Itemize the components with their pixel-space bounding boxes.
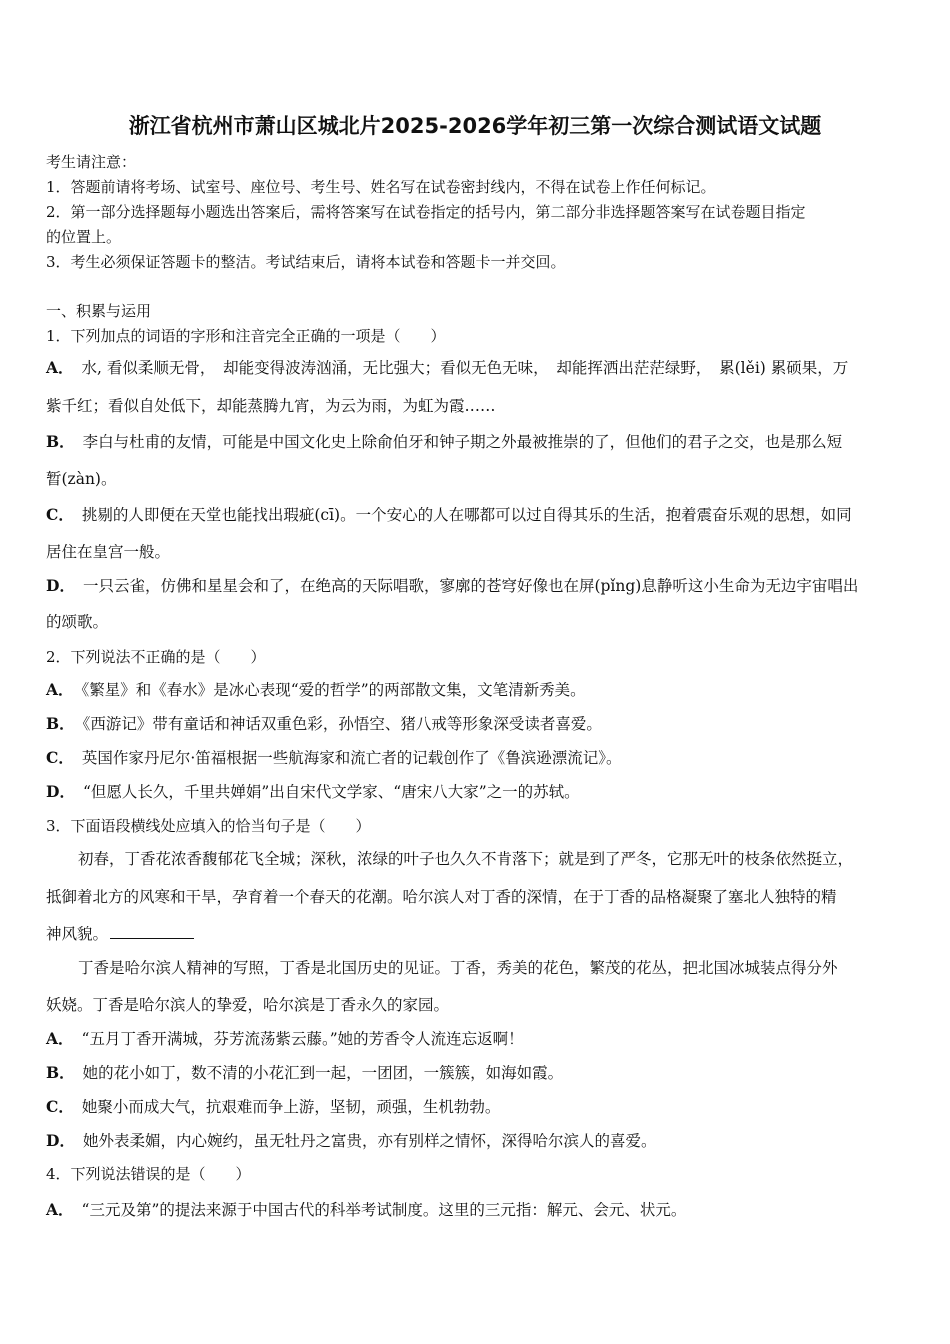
- q3-option-d: [46, 1131, 656, 1151]
- option-text: 她外表柔媚，内心婉约，虽无牡丹之富贵，亦有别样之情怀，深得哈尔滨人的喜爱。: [82, 1132, 657, 1150]
- question-2-stem: 2．下列说法不正确的是（ ）: [46, 648, 266, 666]
- q1-option-c: [46, 505, 852, 525]
- option-key: A．: [46, 358, 74, 377]
- q3-passage-line: 丁香是哈尔滨人精神的写照，丁香是北国历史的见证。丁香，秀美的花色，繁茂的花丛，把北国冰城装点得分外: [78, 959, 838, 977]
- q1-option-a-cont: 紫千红；看似自处低下，却能蒸腾九宵，为云为雨，为虹为霞……: [46, 397, 496, 415]
- passage-text: 神风貌。: [46, 925, 109, 943]
- option-text: “五月丁香开满城，芬芳流荡紫云藤。”她的芳香令人流连忘返啊！: [81, 1030, 524, 1048]
- q1-option-a: [46, 358, 848, 378]
- option-text: 英国作家丹尼尔·笛福根据一些航海家和流亡者的记载创作了《鲁滨逊漂流记》。: [81, 749, 622, 767]
- question-3-stem: 3．下面语段横线处应填入的恰当句子是（ ）: [46, 817, 371, 835]
- option-key: C．: [46, 1097, 74, 1116]
- option-key: A．: [46, 1029, 74, 1048]
- notice-item-3: 3．考生必须保证答题卡的整洁。考试结束后，请将本试卷和答题卡一并交回。: [46, 253, 566, 271]
- notice-item-2: 2．第一部分选择题每小题选出答案后，需将答案写在试卷指定的括号内，第二部分非选择题答案写在试卷题目指定: [46, 203, 806, 221]
- q3-option-a: [46, 1029, 524, 1049]
- option-text: 《西游记》带有童话和神话双重色彩，孙悟空、猪八戒等形象深受读者喜爱。: [82, 715, 602, 733]
- option-key: D．: [46, 782, 75, 801]
- question-1-stem: 1．下列加点的词语的字形和注音完全正确的一项是（ ）: [46, 327, 446, 345]
- option-text: “但愿人长久，千里共婵娟”出自宋代文学家、“唐宋八大家”之一的苏轼。: [82, 783, 580, 801]
- q2-option-c: [46, 748, 622, 768]
- option-text: 一只云雀，仿佛和星星会和了，在绝高的天际唱歌，寥廓的苍穹好像也在屏(pǐng)息静听这小生命为无边宇宙唱出: [82, 577, 859, 595]
- q1-option-b: [46, 432, 842, 452]
- q3-passage-line: 初春，丁香花浓香馥郁花飞全城；深秋，浓绿的叶子也久久不肯落下；就是到了严冬，它那无叶的枝条依然挺立，: [78, 850, 854, 868]
- option-text: “三元及第”的提法来源于中国古代的科举考试制度。这里的三元指：解元、会元、状元。: [81, 1201, 687, 1219]
- q4-option-a: [46, 1200, 686, 1220]
- option-text: 她聚小而成大气，抗艰难而争上游，坚韧，顽强，生机勃勃。: [81, 1098, 501, 1116]
- option-key: D．: [46, 1131, 75, 1150]
- option-key: B．: [46, 432, 75, 451]
- option-key: C．: [46, 505, 74, 524]
- q2-option-d: [46, 782, 580, 802]
- q1-option-c-cont: 居住在皇宫一般。: [46, 543, 171, 561]
- q1-option-d: [46, 576, 858, 596]
- option-text: 水, 看似柔顺无骨， 却能变得波涛汹涌，无比强大；看似无色无味， 却能挥洒出茫茫绿野， 累(lěi) 累硕果，万: [81, 359, 849, 377]
- option-key: B．: [46, 714, 75, 733]
- option-key: C．: [46, 748, 74, 767]
- option-text: 挑剔的人即便在天堂也能找出瑕疵(cī)。一个安心的人在哪都可以过自得其乐的生活，抱着震奋乐观的思想，如同: [81, 506, 852, 524]
- section-heading: 一、积累与运用: [46, 302, 152, 320]
- q3-option-b: [46, 1063, 563, 1083]
- option-key: A．: [46, 680, 74, 699]
- question-4-stem: 4．下列说法错误的是（ ）: [46, 1165, 251, 1183]
- notice-header: 考生请注意：: [46, 153, 137, 171]
- q2-option-a: [46, 680, 586, 700]
- q3-passage-line: 妖娆。丁香是哈尔滨人的挚爱，哈尔滨是丁香永久的家园。: [46, 996, 450, 1014]
- q3-passage-line: 抵御着北方的风寒和干旱，孕育着一个春天的花潮。哈尔滨人对丁香的深情，在于丁香的品格凝聚了塞北人独特的精: [46, 888, 837, 906]
- q3-passage-line-blank: [46, 924, 194, 944]
- q1-option-b-cont: 暂(zàn)。: [46, 470, 117, 488]
- option-text: 《繁星》和《春水》是冰心表现“爱的哲学”的两部散文集，文笔清新秀美。: [81, 681, 586, 699]
- fill-in-blank: [110, 924, 194, 939]
- option-key: A．: [46, 1200, 74, 1219]
- q2-option-b: [46, 714, 602, 734]
- option-key: D．: [46, 576, 75, 595]
- option-text: 她的花小如丁，数不清的小花汇到一起，一团团，一簇簇，如海如霞。: [82, 1064, 564, 1082]
- notice-item-1: 1．答题前请将考场、试室号、座位号、考生号、姓名写在试卷密封线内，不得在试卷上作任何标记。: [46, 178, 716, 196]
- option-text: 李白与杜甫的友情，可能是中国文化史上除俞伯牙和钟子期之外最被推崇的了，但他们的君子之交，也是那么短: [82, 433, 843, 451]
- q1-option-d-cont: 的颂歌。: [46, 613, 109, 631]
- page-title: 浙江省杭州市萧山区城北片2025-2026学年初三第一次综合测试语文试题: [128, 114, 822, 138]
- q3-option-c: [46, 1097, 500, 1117]
- option-key: B．: [46, 1063, 75, 1082]
- notice-item-2-cont: 的位置上。: [46, 228, 122, 246]
